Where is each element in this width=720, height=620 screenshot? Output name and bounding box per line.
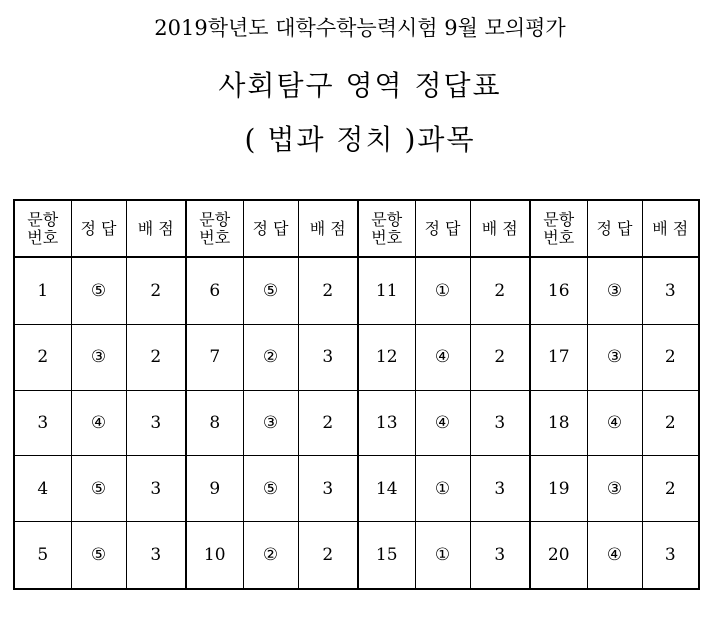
table-row (14, 456, 699, 522)
col-header-number (14, 200, 71, 257)
col-header-number-line2: 번호 (199, 227, 231, 247)
answer-choice: ③ (587, 257, 642, 324)
col-header-number (186, 200, 243, 257)
question-number: 17 (530, 324, 587, 390)
answer-choice: ⑤ (243, 257, 298, 324)
score-points: 2 (470, 324, 530, 390)
answer-table (13, 199, 700, 590)
score-points: 3 (298, 456, 358, 522)
subject-close-paren: )과목 (404, 123, 476, 156)
col-header-answer: 정 답 (71, 200, 126, 257)
answer-choice: ③ (71, 324, 126, 390)
table-header-row (14, 200, 699, 257)
question-number: 1 (14, 257, 71, 324)
score-points: 2 (642, 456, 699, 522)
score-points: 2 (470, 257, 530, 324)
answer-choice: ① (415, 456, 470, 522)
subject-name: 법과 정치 (267, 123, 395, 156)
score-points: 2 (126, 257, 186, 324)
question-number: 2 (14, 324, 71, 390)
col-header-answer: 정 답 (415, 200, 470, 257)
answer-choice: ① (415, 522, 470, 589)
question-number: 4 (14, 456, 71, 522)
answer-sheet-title: 사회탐구 영역 정답표 (218, 69, 502, 102)
col-header-number-line1: 문항 (543, 209, 575, 229)
score-points: 2 (642, 390, 699, 456)
col-header-number-line1: 문항 (371, 209, 403, 229)
answer-choice: ⑤ (243, 456, 298, 522)
table-row (14, 324, 699, 390)
score-points: 2 (298, 390, 358, 456)
col-header-number-line1: 문항 (199, 209, 231, 229)
answer-choice: ④ (71, 390, 126, 456)
answer-choice: ④ (587, 522, 642, 589)
answer-choice: ① (415, 257, 470, 324)
question-number: 20 (530, 522, 587, 589)
answer-choice: ③ (587, 456, 642, 522)
col-header-score: 배 점 (642, 200, 699, 257)
col-header-number-line2: 번호 (371, 227, 403, 247)
answer-choice: ② (243, 522, 298, 589)
col-header-number-line1: 문항 (27, 209, 59, 229)
answer-choice: ③ (243, 390, 298, 456)
score-points: 2 (642, 324, 699, 390)
question-number: 7 (186, 324, 243, 390)
question-number: 8 (186, 390, 243, 456)
exam-title: 2019학년도 대학수학능력시험 9월 모의평가 (154, 16, 566, 40)
answer-choice: ③ (587, 324, 642, 390)
col-header-answer: 정 답 (243, 200, 298, 257)
score-points: 2 (298, 257, 358, 324)
score-points: 3 (470, 522, 530, 589)
score-points: 3 (126, 456, 186, 522)
subject-open-paren: ( (244, 123, 258, 156)
answer-choice: ④ (587, 390, 642, 456)
question-number: 6 (186, 257, 243, 324)
score-points: 2 (126, 324, 186, 390)
answer-choice: ④ (415, 324, 470, 390)
col-header-score: 배 점 (126, 200, 186, 257)
score-points: 3 (470, 390, 530, 456)
score-points: 3 (126, 390, 186, 456)
score-points: 3 (470, 456, 530, 522)
col-header-number (530, 200, 587, 257)
col-header-number-line2: 번호 (543, 227, 575, 247)
score-points: 2 (298, 522, 358, 589)
answer-choice: ④ (415, 390, 470, 456)
answer-choice: ⑤ (71, 522, 126, 589)
score-points: 3 (642, 522, 699, 589)
question-number: 10 (186, 522, 243, 589)
question-number: 14 (358, 456, 415, 522)
table-row (14, 257, 699, 324)
question-number: 9 (186, 456, 243, 522)
question-number: 12 (358, 324, 415, 390)
score-points: 3 (298, 324, 358, 390)
table-row (14, 390, 699, 456)
question-number: 13 (358, 390, 415, 456)
answer-choice: ② (243, 324, 298, 390)
subject-title (0, 118, 720, 158)
question-number: 3 (14, 390, 71, 456)
question-number: 11 (358, 257, 415, 324)
table-row (14, 522, 699, 589)
question-number: 15 (358, 522, 415, 589)
col-header-number (358, 200, 415, 257)
col-header-answer: 정 답 (587, 200, 642, 257)
col-header-score: 배 점 (298, 200, 358, 257)
col-header-score: 배 점 (470, 200, 530, 257)
question-number: 18 (530, 390, 587, 456)
col-header-number-line2: 번호 (27, 227, 59, 247)
score-points: 3 (126, 522, 186, 589)
question-number: 16 (530, 257, 587, 324)
answer-choice: ⑤ (71, 257, 126, 324)
answer-choice: ⑤ (71, 456, 126, 522)
question-number: 5 (14, 522, 71, 589)
question-number: 19 (530, 456, 587, 522)
score-points: 3 (642, 257, 699, 324)
